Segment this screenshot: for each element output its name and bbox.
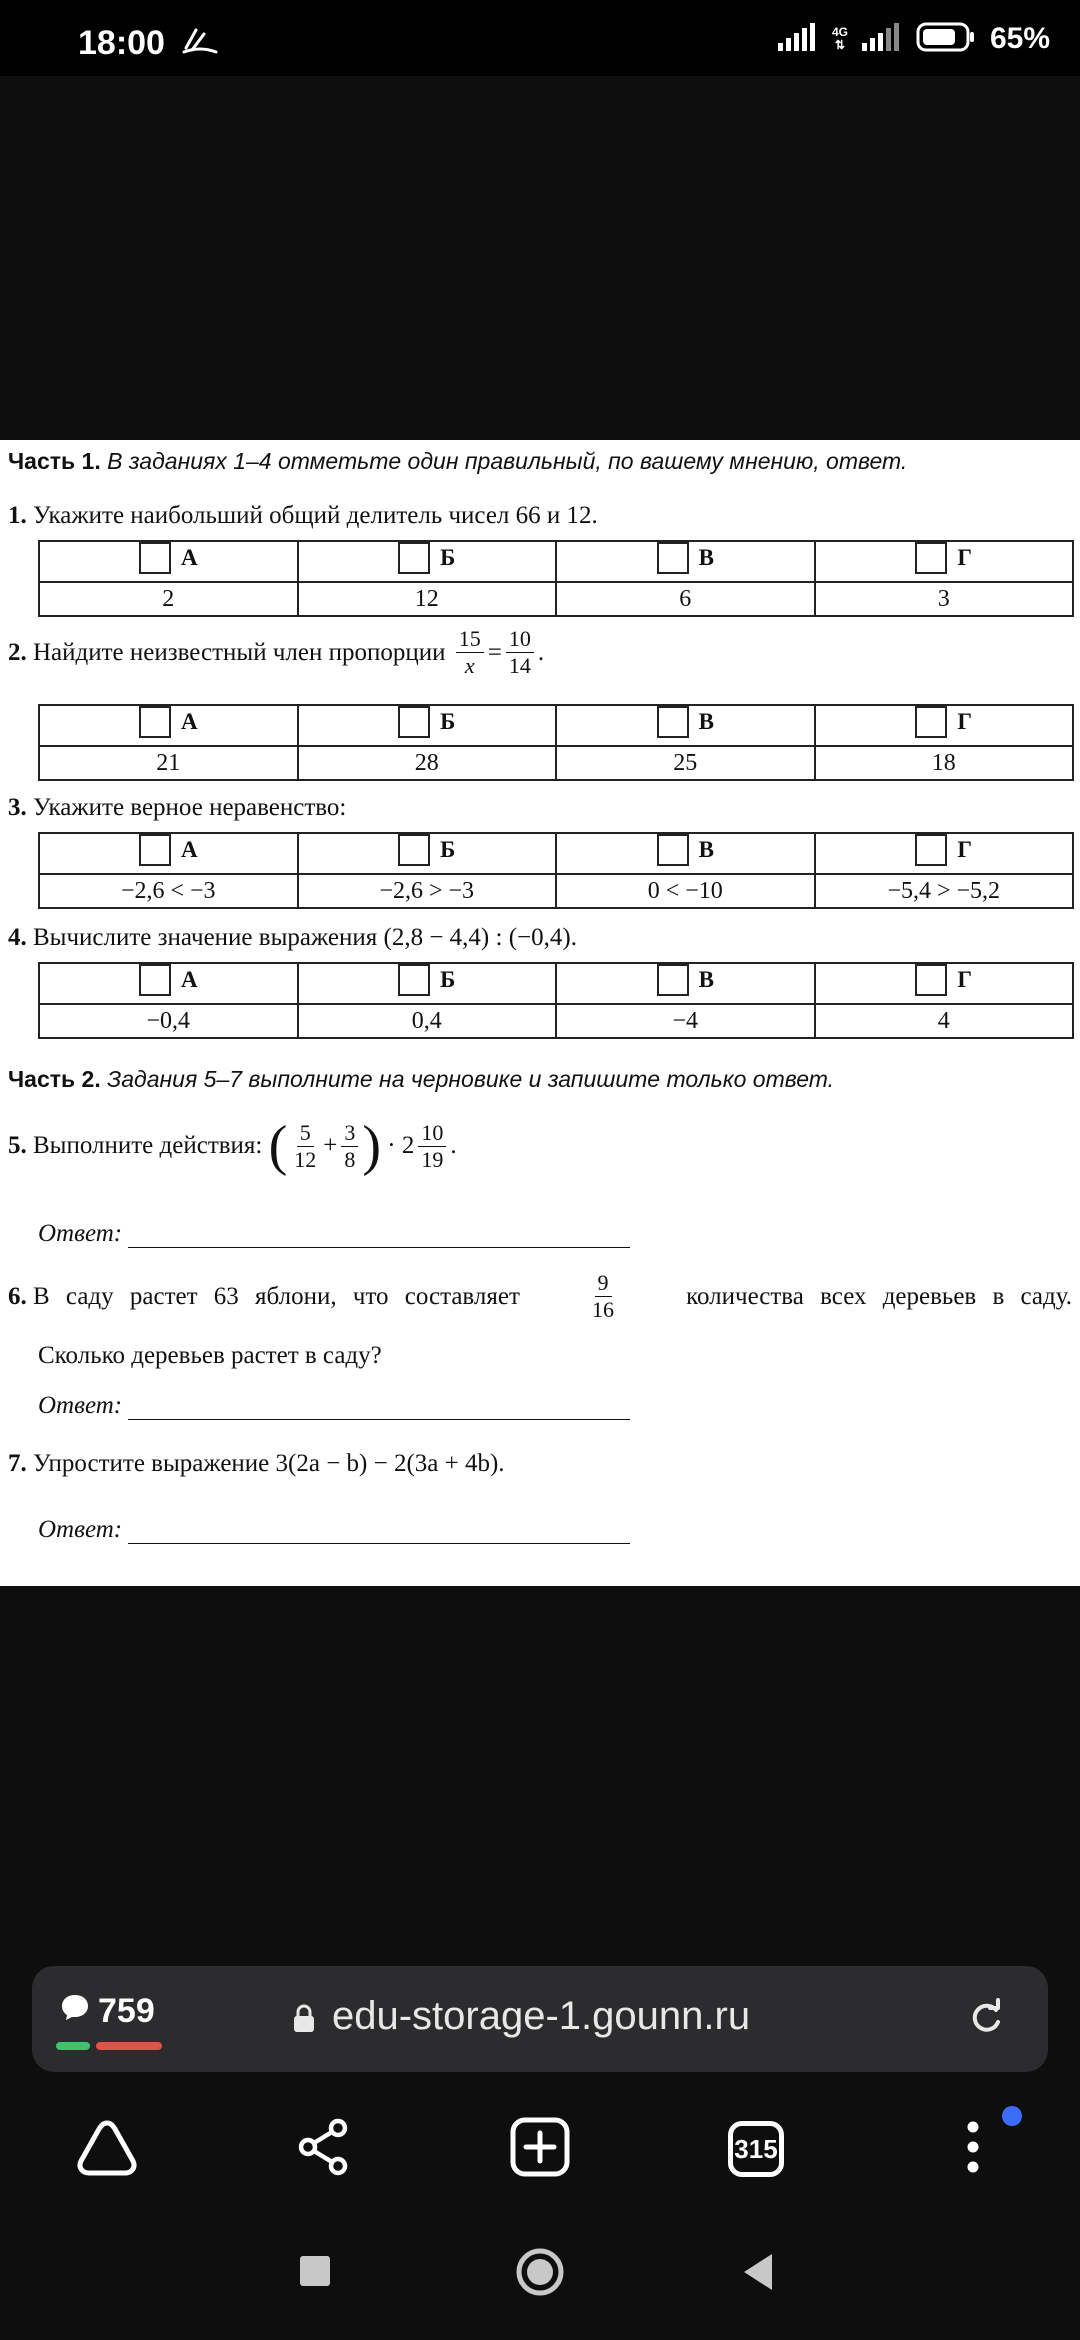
fraction: $\frac{3}{8}$: [341, 1120, 358, 1173]
option-value: 12: [298, 582, 557, 616]
answer-checkbox[interactable]: [915, 542, 947, 574]
question-number: 2.: [8, 638, 27, 666]
reaction-bars: [56, 2042, 166, 2050]
answer-label: Ответ:: [38, 1392, 123, 1419]
browser-toolbar: [0, 2104, 1080, 2194]
answer-table-1: [38, 540, 1074, 617]
answer-checkbox[interactable]: [398, 834, 430, 866]
answer-label: Ответ:: [38, 1220, 123, 1247]
question-number: 1.: [8, 502, 27, 529]
answer-checkbox[interactable]: [398, 964, 430, 996]
option-letter: Г: [957, 545, 973, 570]
answer-table-2: А Б В Г 21 28 25 18: [38, 704, 1074, 781]
answer-checkbox[interactable]: [657, 542, 689, 574]
answer-checkbox[interactable]: [657, 706, 689, 738]
url-text[interactable]: edu-storage-1.gounn.ru: [332, 1994, 751, 2038]
question-text: Упростите выражение 3(2a − b) − 2(3a + 4b).: [33, 1450, 505, 1477]
part1-label: Часть 1.: [8, 448, 101, 474]
document-page: [0, 440, 1080, 1586]
option-value: 18: [815, 746, 1074, 780]
option-value: −4: [556, 1004, 815, 1038]
option-value: 21: [39, 746, 298, 780]
part1-header: [8, 448, 907, 475]
answer-checkbox[interactable]: [398, 706, 430, 738]
new-tab-icon: [509, 2116, 571, 2183]
question-2: 2. Найдите неизвестный член пропорции $\frac{15}{x}$ = $\frac{10}{14}$ .: [8, 626, 545, 678]
answer-line-7: [38, 1516, 630, 1544]
share-icon: [296, 2118, 350, 2181]
question-4: [8, 924, 577, 952]
answer-input[interactable]: [128, 1221, 630, 1248]
positive-bar: [56, 2042, 90, 2050]
tabs-button[interactable]: [711, 2104, 801, 2194]
question-text: количества всех деревьев в саду.: [686, 1282, 1072, 1310]
option-value: 0,4: [298, 1004, 557, 1038]
answer-line-5: [38, 1220, 630, 1248]
option-value: 0 < −10: [556, 874, 815, 908]
option-value: 2: [39, 582, 298, 616]
signal-icon-2: [862, 23, 902, 56]
question-number: 7.: [8, 1450, 27, 1477]
answer-label: Ответ:: [38, 1516, 123, 1543]
option-letter: В: [698, 545, 714, 570]
answer-checkbox[interactable]: [657, 964, 689, 996]
answer-checkbox[interactable]: [915, 964, 947, 996]
signal-icon: [778, 23, 818, 56]
answer-checkbox[interactable]: [657, 834, 689, 866]
fraction: $\frac{15}{x}$: [456, 626, 484, 679]
answer-input[interactable]: [128, 1393, 630, 1420]
comment-icon: [60, 1992, 90, 2031]
question-number: 4.: [8, 924, 27, 951]
answer-line-6: [38, 1392, 630, 1420]
option-value: −0,4: [39, 1004, 298, 1038]
option-value: 28: [298, 746, 557, 780]
status-bar: 18:00 4G ⇅ 65%: [0, 0, 1080, 76]
recents-button[interactable]: [298, 2254, 332, 2293]
option-letter: Б: [440, 545, 456, 570]
notification-dot: [1002, 2106, 1022, 2126]
lock-icon: [292, 2004, 316, 2039]
question-number: 6.: [8, 1282, 27, 1310]
battery-icon: [916, 21, 976, 58]
answer-input[interactable]: [128, 1517, 630, 1544]
network-type: 4G: [831, 25, 848, 39]
answer-checkbox[interactable]: [398, 542, 430, 574]
option-value: 6: [556, 582, 815, 616]
option-value: −2,6 > −3: [298, 874, 557, 908]
question-text: Найдите неизвестный член пропорции: [33, 638, 446, 666]
fraction: $\frac{10}{19}$: [418, 1120, 446, 1173]
home-nav-button[interactable]: [514, 2246, 566, 2303]
comments-button[interactable]: [60, 1992, 155, 2031]
home-icon: [75, 2117, 139, 2182]
option-letter: А: [180, 545, 198, 570]
question-text: Укажите наибольший общий делитель чисел 66 и 12.: [33, 502, 598, 529]
option-value: −5,4 > −5,2: [815, 874, 1074, 908]
option-value: 4: [815, 1004, 1074, 1038]
question-text: Укажите верное неравенство:: [33, 794, 347, 821]
answer-checkbox[interactable]: [915, 834, 947, 866]
tabs-count: 315: [734, 2133, 778, 2164]
part1-instruction: В заданиях 1–4 отметьте один правильный, по вашему мнению, ответ.: [107, 448, 908, 474]
fraction: $\frac{5}{12}$: [294, 1119, 317, 1172]
option-value: 3: [815, 582, 1074, 616]
question-1: [8, 502, 598, 530]
address-bar[interactable]: [32, 1966, 1048, 2072]
menu-icon: [963, 2119, 983, 2180]
fraction: $\frac{10}{14}$: [506, 626, 534, 679]
part2-label: Часть 2.: [8, 1066, 101, 1092]
question-text: В саду растет 63 яблони, что составляет: [33, 1282, 520, 1310]
option-value: −2,6 < −3: [39, 874, 298, 908]
answer-checkbox[interactable]: [139, 706, 171, 738]
part2-header: [8, 1066, 834, 1093]
reload-icon[interactable]: [966, 1998, 1006, 2043]
question-6-cont: Сколько деревьев растет в саду?: [38, 1342, 382, 1369]
question-3: [8, 794, 346, 822]
question-6: [8, 1270, 1072, 1323]
answer-table-4: А Б В Г −0,4 0,4 −4 4: [38, 962, 1074, 1039]
comment-count: 759: [98, 1992, 155, 2030]
battery-level: 65%: [989, 22, 1050, 55]
dnd-icon: [182, 26, 218, 61]
question-5: 5. Выполните действия: ( $\frac{5}{12}$ + $\frac{3}{8}$ ) · 2 $\frac{10}{19}$ .: [8, 1115, 457, 1177]
new-tab-button[interactable]: [495, 2104, 585, 2194]
answer-table-3: А Б В Г −2,6 < −3 −2,6 > −3 0 < −10 −5,4 > −5,2: [38, 832, 1074, 909]
system-navigation: [0, 2236, 1080, 2316]
question-text: Выполните действия:: [33, 1132, 263, 1159]
answer-checkbox[interactable]: [139, 834, 171, 866]
status-time: 18:00: [78, 24, 165, 62]
answer-checkbox[interactable]: [139, 542, 171, 574]
question-number: 5.: [8, 1132, 27, 1159]
part2-instruction: Задания 5–7 выполните на черновике и запишите только ответ.: [107, 1066, 835, 1092]
answer-checkbox[interactable]: [139, 964, 171, 996]
question-number: 3.: [8, 794, 27, 821]
share-button[interactable]: [278, 2104, 368, 2194]
negative-bar: [96, 2042, 162, 2050]
back-button[interactable]: [740, 2252, 776, 2297]
option-value: 25: [556, 746, 815, 780]
answer-checkbox[interactable]: [915, 706, 947, 738]
home-button[interactable]: [62, 2104, 152, 2194]
fraction: $\frac{9}{16}$: [592, 1270, 614, 1322]
question-text: Вычислите значение выражения (2,8 − 4,4) : (−0,4).: [33, 924, 577, 951]
question-7: [8, 1450, 505, 1478]
